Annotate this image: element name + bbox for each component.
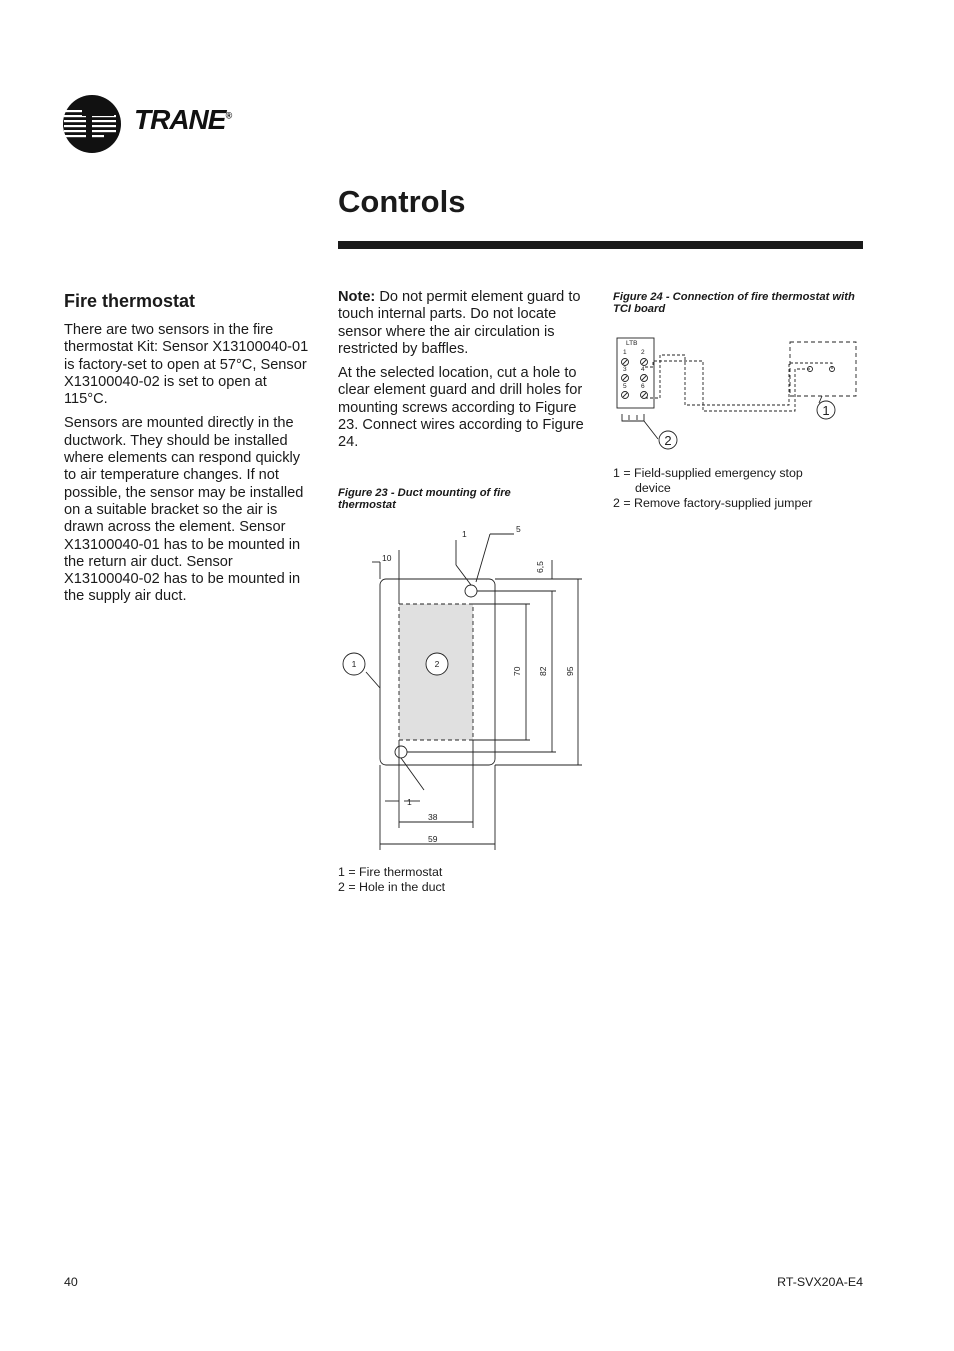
- callout-2-label: 2: [664, 433, 672, 448]
- mounting-hole-top: [465, 585, 477, 597]
- figure24-diagram: [613, 335, 863, 455]
- figure24-caption: Figure 24 - Connection of fire thermostat with TCI board: [613, 291, 855, 315]
- dim-95: 95: [565, 666, 575, 676]
- intro-paragraph: There are two sensors in the fire thermostat Kit: Sensor X13100040-01 is factory-set to open at 57°C, Sensor X13100040-02 is set to open at 115°C.: [64, 322, 309, 408]
- callout-1-label: 1: [351, 659, 357, 669]
- legend-item: 1 = Field-supplied emergency stop: [613, 466, 803, 480]
- title-rule: [338, 241, 863, 249]
- figure23-diagram: [338, 520, 588, 855]
- terminal-2: 2: [641, 349, 645, 356]
- figure23-legend: [338, 865, 445, 895]
- document-code: RT-SVX20A-E4: [777, 1275, 863, 1289]
- dim-top-10: 10: [382, 553, 392, 563]
- note-paragraph: [338, 289, 586, 358]
- legend-item: 2 = Hole in the duct: [338, 880, 446, 894]
- callout-2-label: 2: [434, 659, 440, 669]
- jumper: [622, 414, 644, 421]
- dim-top-1: 1: [462, 529, 467, 539]
- note-section: [338, 289, 586, 459]
- terminal-block-label: LTB: [626, 340, 638, 347]
- figure23-caption: Figure 23 - Duct mounting of fire thermostat: [338, 487, 511, 511]
- terminal-4: 4: [641, 366, 645, 373]
- terminal-1: 1: [623, 349, 627, 356]
- dim-38: 38: [428, 812, 438, 822]
- brand-wordmark: TRANE®: [134, 104, 232, 135]
- legend-item: 2 = Remove factory-supplied jumper: [613, 496, 813, 510]
- section-heading: Fire thermostat: [64, 291, 196, 311]
- location-paragraph: At the selected location, cut a hole to clear element guard and drill holes for mounting screws according to Figure 23. Connect wires according to Figure 24.: [338, 365, 584, 451]
- dim-top-5: 5: [516, 524, 521, 534]
- page-title: Controls: [338, 184, 466, 219]
- mounting-paragraph: Sensors are mounted directly in the ductwork. They should be installed where elements can respond quickly to air temperature changes. If not possible, the sensor may be installed on a suitable bracket so the air is drawn across the element. Sensor X13100040-01 has to be mounted in the return air duct. Sensor X13100040-02 has to be mounted in the supply air duct.: [64, 415, 304, 605]
- note-label: Note:: [338, 289, 376, 305]
- mounting-hole-bottom: [395, 746, 407, 758]
- figure24-legend: [613, 466, 863, 511]
- dim-82: 82: [538, 666, 548, 676]
- dim-70: 70: [512, 666, 522, 676]
- terminal-3: 3: [623, 366, 627, 373]
- dim-6-5: 6,5: [535, 561, 545, 573]
- terminal-6: 6: [641, 383, 645, 390]
- terminal-5: 5: [623, 383, 627, 390]
- fire-thermostat-section: [64, 290, 314, 613]
- page-number: 40: [64, 1275, 78, 1289]
- legend-item-continuation: device: [635, 481, 671, 495]
- legend-item: 1 = Fire thermostat: [338, 865, 443, 879]
- note-text: Do not permit element guard to touch internal parts. Do not locate sensor where the air circulation is restricted by baffles.: [338, 289, 581, 357]
- callout-1-label: 1: [822, 403, 830, 418]
- dim-bottom-1: 1: [407, 797, 412, 807]
- dim-59: 59: [428, 834, 438, 844]
